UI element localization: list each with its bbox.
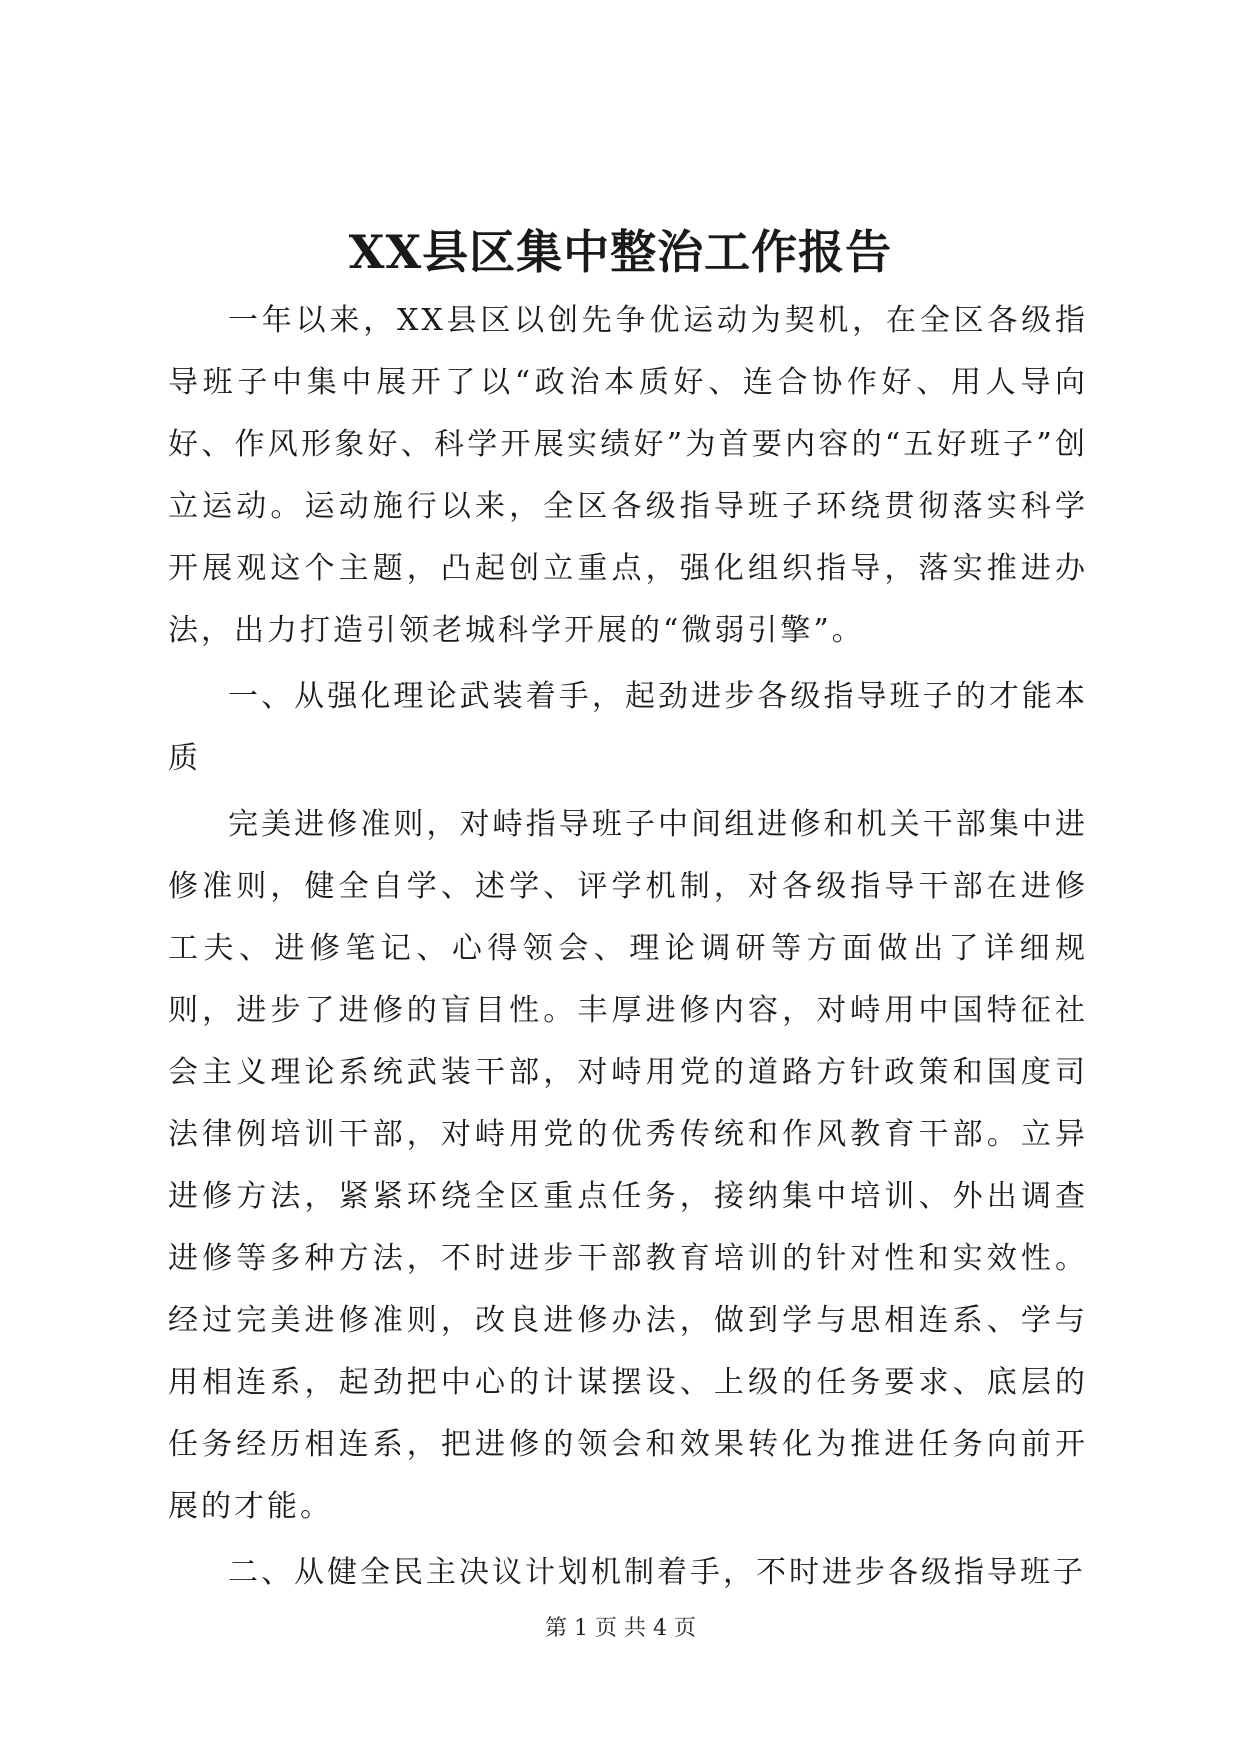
paragraph-intro: 一年以来，XX县区以创先争优运动为契机，在全区各级指导班子中集中展开了以“政治本质好、连合协作好、用人导向好、作风形象好、科学开展实绩好”为首要内容的“五好班子”创立运动。运动施行以来，全区各级指导班子环绕贯彻落实科学开展观这个主题，凸起创立重点，强化组织指导，落实推进办法，出力打造引领老城科学开展的“微弱引擎”。 [168, 303, 1088, 648]
document-body [168, 290, 1088, 1604]
paragraph-section-1: 完美进修准则，对峙指导班子中间组进修和机关干部集中进修准则，健全自学、述学、评学机制，对各级指导干部在进修工夫、进修笔记、心得领会、理论调研等方面做出了详细规则，进步了进修的盲目性。丰厚进修内容，对峙用中国特征社会主义理论系统武装干部，对峙用党的道路方针政策和国度司法律例培训干部，对峙用党的优秀传统和作风教育干部。立异进修方法，紧紧环绕全区重点任务，接纳集中培训、外出调查进修等多种方法，不时进步干部教育培训的针对性和实效性。经过完美进修准则，改良进修办法，做到学与思相连系、学与用相连系，起劲把中心的计谋摆设、上级的任务要求、底层的任务经历相连系，把进修的领会和效果转化为推进任务向前开展的才能。 [168, 807, 1088, 1524]
section-heading-2: 二、从健全民主决议计划机制着手，不时进步各级指导班子 [228, 1555, 1086, 1590]
section-heading-1: 一、从强化理论武装着手，起劲进步各级指导班子的才能本质 [168, 679, 1088, 776]
page-number-footer: 第 1 页 共 4 页 [545, 1616, 696, 1641]
document-title: XX县区集中整治工作报告 [348, 225, 893, 279]
